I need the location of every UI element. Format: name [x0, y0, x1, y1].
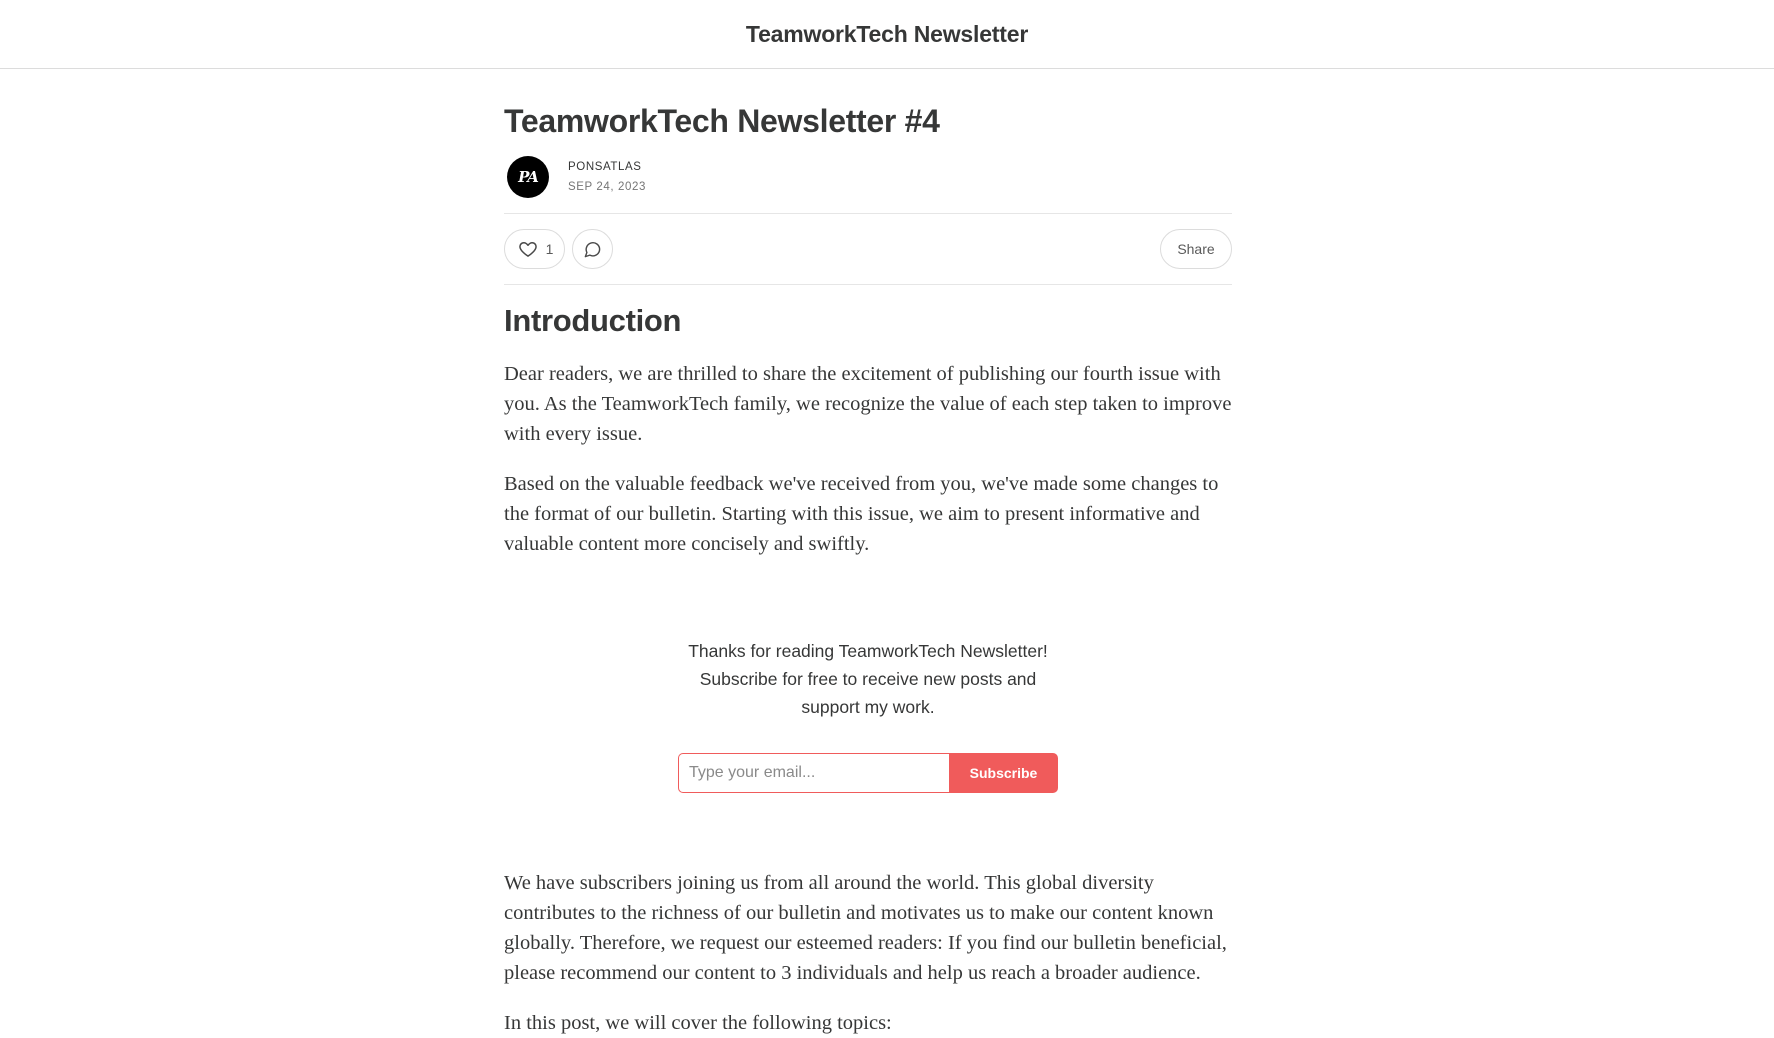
comment-icon: [583, 240, 602, 259]
body-paragraph: Based on the valuable feedback we've received from you, we've made some changes to the format of our bulletin. Starting with this issue, we aim to present informative and valuable content more concisely and swiftly.: [504, 473, 1219, 555]
post-title: TeamworkTech Newsletter #4: [504, 103, 940, 139]
like-count: 1: [545, 241, 554, 257]
section-heading: Introduction: [504, 303, 682, 338]
subscribe-form: [678, 753, 1058, 793]
top-bar: [0, 0, 1774, 69]
publication-title[interactable]: TeamworkTech Newsletter: [745, 20, 1029, 47]
subscribe-button[interactable]: Subscribe: [949, 753, 1058, 793]
byline: [504, 153, 1232, 201]
body-paragraph: We have subscribers joining us from all around the world. This global diversity contributes to the richness of our bulletin and motivates us to make our content known globally. Therefore, we request our esteemed readers: If you find our bulletin beneficial, please recommend our content to 3 individuals and help us reach a broader audience.: [504, 872, 1227, 984]
heart-icon: [518, 239, 538, 259]
share-button[interactable]: [1160, 229, 1232, 269]
post-date: SEP 24, 2023: [568, 181, 646, 193]
post-actions-left: [504, 229, 613, 269]
comment-button[interactable]: [572, 229, 613, 269]
article: [504, 69, 1232, 1038]
author-avatar[interactable]: [507, 156, 549, 198]
like-button[interactable]: [504, 229, 565, 269]
subscribe-text: Thanks for reading TeamworkTech Newsletter! Subscribe for free to receive new posts and support my work.: [688, 641, 1048, 717]
email-input[interactable]: [678, 753, 949, 793]
share-label: Share: [1177, 241, 1215, 257]
subscribe-widget: [504, 637, 1232, 793]
byline-meta: [568, 160, 646, 194]
avatar-initials: PA: [518, 168, 538, 186]
post-action-bar: [504, 213, 1232, 285]
body-paragraph: Dear readers, we are thrilled to share the excitement of publishing our fourth issue with you. As the TeamworkTech family, we recognize the value of each step taken to improve with every issue.: [504, 363, 1232, 445]
author-name[interactable]: PONSATLAS: [568, 161, 642, 173]
body-paragraph: In this post, we will cover the following topics:: [504, 1012, 892, 1034]
